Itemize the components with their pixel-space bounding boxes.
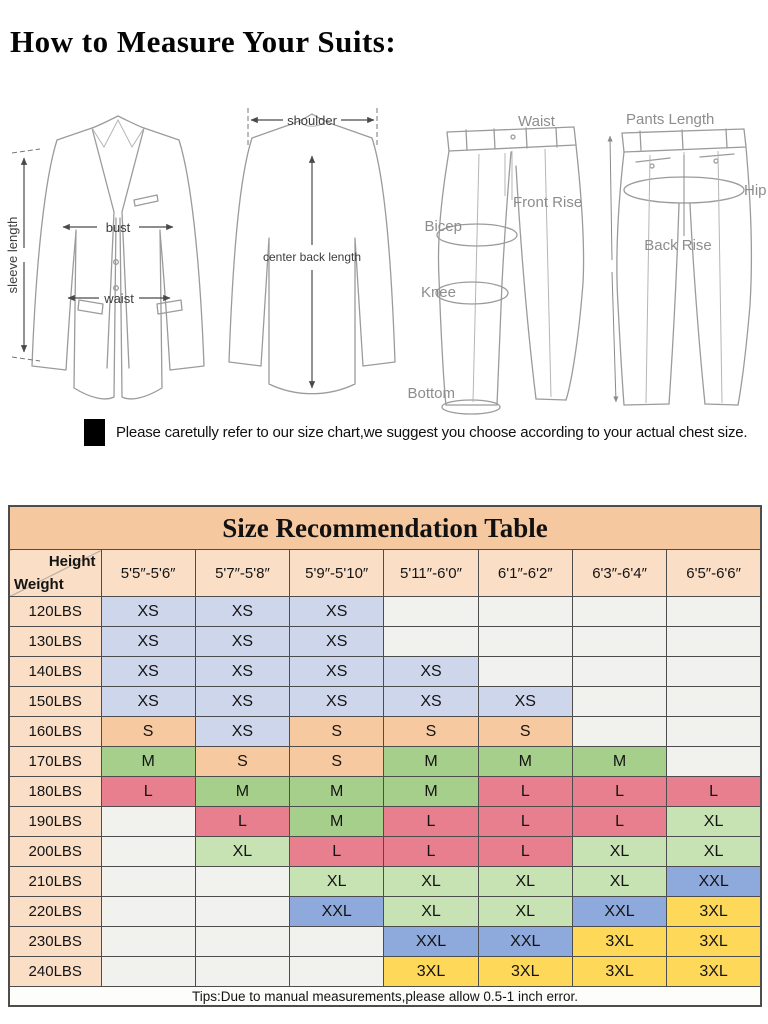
size-cell: XS bbox=[195, 597, 289, 627]
jacket-front-diagram bbox=[5, 116, 204, 399]
table-row bbox=[9, 777, 761, 807]
empty-cell bbox=[572, 597, 666, 627]
size-cell: XL bbox=[290, 867, 384, 897]
table-row bbox=[9, 597, 761, 627]
weight-label: 230LBS bbox=[9, 927, 101, 957]
size-cell: XL bbox=[384, 897, 478, 927]
note-bullet-square bbox=[84, 419, 105, 446]
empty-cell bbox=[290, 927, 384, 957]
size-cell: 3XL bbox=[572, 927, 666, 957]
height-column-header: 5'9″-5'10″ bbox=[290, 550, 384, 597]
empty-cell bbox=[101, 867, 195, 897]
shoulder-label: shoulder bbox=[287, 113, 337, 128]
size-cell: M bbox=[195, 777, 289, 807]
empty-cell bbox=[478, 657, 572, 687]
height-weight-corner-cell bbox=[9, 550, 101, 597]
size-cell: L bbox=[384, 837, 478, 867]
size-cell: XL bbox=[572, 837, 666, 867]
empty-cell bbox=[101, 837, 195, 867]
empty-cell bbox=[195, 867, 289, 897]
pants-front-diagram bbox=[407, 113, 583, 414]
table-row bbox=[9, 927, 761, 957]
empty-cell bbox=[195, 957, 289, 987]
size-cell: XS bbox=[195, 627, 289, 657]
size-cell: M bbox=[384, 747, 478, 777]
size-cell: L bbox=[101, 777, 195, 807]
size-cell: XXL bbox=[384, 927, 478, 957]
size-cell: S bbox=[478, 717, 572, 747]
size-cell: XS bbox=[290, 597, 384, 627]
weight-label: 150LBS bbox=[9, 687, 101, 717]
note-text: Please caretully refer to our size chart,we suggest you choose according to your actual chest size. bbox=[116, 424, 748, 441]
size-cell: XS bbox=[384, 687, 478, 717]
height-column-header: 6'1″-6'2″ bbox=[478, 550, 572, 597]
weight-label: 210LBS bbox=[9, 867, 101, 897]
jacket-back-diagram bbox=[229, 108, 395, 394]
table-row bbox=[9, 657, 761, 687]
size-cell: L bbox=[478, 777, 572, 807]
size-cell: M bbox=[572, 747, 666, 777]
size-cell: XS bbox=[195, 717, 289, 747]
size-cell: L bbox=[290, 837, 384, 867]
empty-cell bbox=[101, 807, 195, 837]
table-row bbox=[9, 957, 761, 987]
size-cell: L bbox=[384, 807, 478, 837]
weight-label: 240LBS bbox=[9, 957, 101, 987]
size-cell: S bbox=[195, 747, 289, 777]
height-column-header: 6'5″-6'6″ bbox=[667, 550, 761, 597]
back-rise-label: Back Rise bbox=[644, 237, 712, 254]
tips-text: Tips:Due to manual measurements,please allow 0.5-1 inch error. bbox=[9, 987, 761, 1007]
size-cell: XS bbox=[101, 627, 195, 657]
pants-waist-label: Waist bbox=[518, 113, 555, 130]
size-cell: XS bbox=[384, 657, 478, 687]
height-column-header: 5'11″-6'0″ bbox=[384, 550, 478, 597]
size-cell: XS bbox=[101, 597, 195, 627]
height-column-header: 6'3″-6'4″ bbox=[572, 550, 666, 597]
table-row bbox=[9, 717, 761, 747]
measurement-diagram bbox=[0, 100, 768, 415]
weight-label: 160LBS bbox=[9, 717, 101, 747]
size-cell: XL bbox=[478, 897, 572, 927]
table-row bbox=[9, 627, 761, 657]
sleeve-length-label: sleeve length bbox=[5, 216, 20, 294]
size-cell: 3XL bbox=[572, 957, 666, 987]
table-title: Size Recommendation Table bbox=[9, 506, 761, 550]
size-cell: 3XL bbox=[667, 897, 761, 927]
empty-cell bbox=[572, 687, 666, 717]
size-cell: XXL bbox=[290, 897, 384, 927]
size-cell: XXL bbox=[572, 897, 666, 927]
size-cell: L bbox=[572, 807, 666, 837]
empty-cell bbox=[101, 927, 195, 957]
weight-label: 220LBS bbox=[9, 897, 101, 927]
size-cell: XL bbox=[478, 867, 572, 897]
table-row bbox=[9, 747, 761, 777]
empty-cell bbox=[101, 897, 195, 927]
size-cell: XS bbox=[290, 657, 384, 687]
empty-cell bbox=[290, 957, 384, 987]
empty-cell bbox=[384, 627, 478, 657]
size-cell: XL bbox=[667, 837, 761, 867]
table-row bbox=[9, 867, 761, 897]
weight-label: 180LBS bbox=[9, 777, 101, 807]
table-row bbox=[9, 837, 761, 867]
bottom-label: Bottom bbox=[407, 385, 455, 402]
height-column-header: 5'5″-5'6″ bbox=[101, 550, 195, 597]
size-cell: L bbox=[478, 807, 572, 837]
size-cell: L bbox=[478, 837, 572, 867]
pants-back-diagram bbox=[610, 111, 767, 405]
empty-cell bbox=[667, 627, 761, 657]
size-cell: L bbox=[195, 807, 289, 837]
size-cell: S bbox=[384, 717, 478, 747]
size-cell: XS bbox=[101, 687, 195, 717]
size-cell: XS bbox=[195, 657, 289, 687]
table-row bbox=[9, 687, 761, 717]
weight-label: 130LBS bbox=[9, 627, 101, 657]
jacket-waist-label: waist bbox=[104, 291, 134, 306]
weight-label: 120LBS bbox=[9, 597, 101, 627]
weight-label: 140LBS bbox=[9, 657, 101, 687]
empty-cell bbox=[195, 927, 289, 957]
knee-label: Knee bbox=[420, 284, 456, 301]
tips-row bbox=[9, 987, 761, 1007]
size-cell: S bbox=[290, 747, 384, 777]
size-cell: M bbox=[101, 747, 195, 777]
size-cell: 3XL bbox=[478, 957, 572, 987]
size-cell: XXL bbox=[478, 927, 572, 957]
center-back-length-label: center back length bbox=[262, 250, 362, 264]
corner-height-label: Height bbox=[48, 553, 96, 570]
size-cell: L bbox=[667, 777, 761, 807]
size-recommendation-table bbox=[8, 505, 762, 1007]
bust-label: bust bbox=[105, 220, 131, 235]
bicep-label: Bicep bbox=[424, 218, 462, 235]
size-cell: XS bbox=[290, 687, 384, 717]
size-cell: M bbox=[478, 747, 572, 777]
weight-label: 170LBS bbox=[9, 747, 101, 777]
empty-cell bbox=[667, 597, 761, 627]
size-cell: XS bbox=[101, 657, 195, 687]
empty-cell bbox=[667, 657, 761, 687]
size-cell: XL bbox=[384, 867, 478, 897]
weight-label: 200LBS bbox=[9, 837, 101, 867]
size-cell: XS bbox=[478, 687, 572, 717]
pants-length-label: Pants Length bbox=[626, 111, 715, 128]
size-cell: XL bbox=[572, 867, 666, 897]
empty-cell bbox=[478, 627, 572, 657]
weight-label: 190LBS bbox=[9, 807, 101, 837]
table-header-row bbox=[9, 550, 761, 597]
size-cell: S bbox=[101, 717, 195, 747]
size-cell: XL bbox=[195, 837, 289, 867]
front-rise-label: Front Rise bbox=[513, 194, 583, 211]
size-note bbox=[84, 419, 747, 446]
table-row bbox=[9, 897, 761, 927]
hip-label: Hip bbox=[744, 182, 767, 199]
empty-cell bbox=[195, 897, 289, 927]
page-title: How to Measure Your Suits: bbox=[10, 24, 397, 59]
empty-cell bbox=[667, 747, 761, 777]
empty-cell bbox=[667, 717, 761, 747]
size-cell: M bbox=[384, 777, 478, 807]
size-cell: M bbox=[290, 807, 384, 837]
empty-cell bbox=[572, 657, 666, 687]
size-cell: 3XL bbox=[667, 957, 761, 987]
empty-cell bbox=[667, 687, 761, 717]
corner-weight-label: Weight bbox=[14, 576, 64, 593]
size-cell: 3XL bbox=[384, 957, 478, 987]
size-cell: M bbox=[290, 777, 384, 807]
empty-cell bbox=[478, 597, 572, 627]
size-cell: XS bbox=[290, 627, 384, 657]
size-cell: 3XL bbox=[667, 927, 761, 957]
empty-cell bbox=[572, 627, 666, 657]
size-cell: S bbox=[290, 717, 384, 747]
height-column-header: 5'7″-5'8″ bbox=[195, 550, 289, 597]
table-title-row bbox=[9, 506, 761, 550]
empty-cell bbox=[101, 957, 195, 987]
empty-cell bbox=[572, 717, 666, 747]
size-cell: XS bbox=[195, 687, 289, 717]
size-cell: L bbox=[572, 777, 666, 807]
size-cell: XXL bbox=[667, 867, 761, 897]
empty-cell bbox=[384, 597, 478, 627]
table-row bbox=[9, 807, 761, 837]
size-cell: XL bbox=[667, 807, 761, 837]
